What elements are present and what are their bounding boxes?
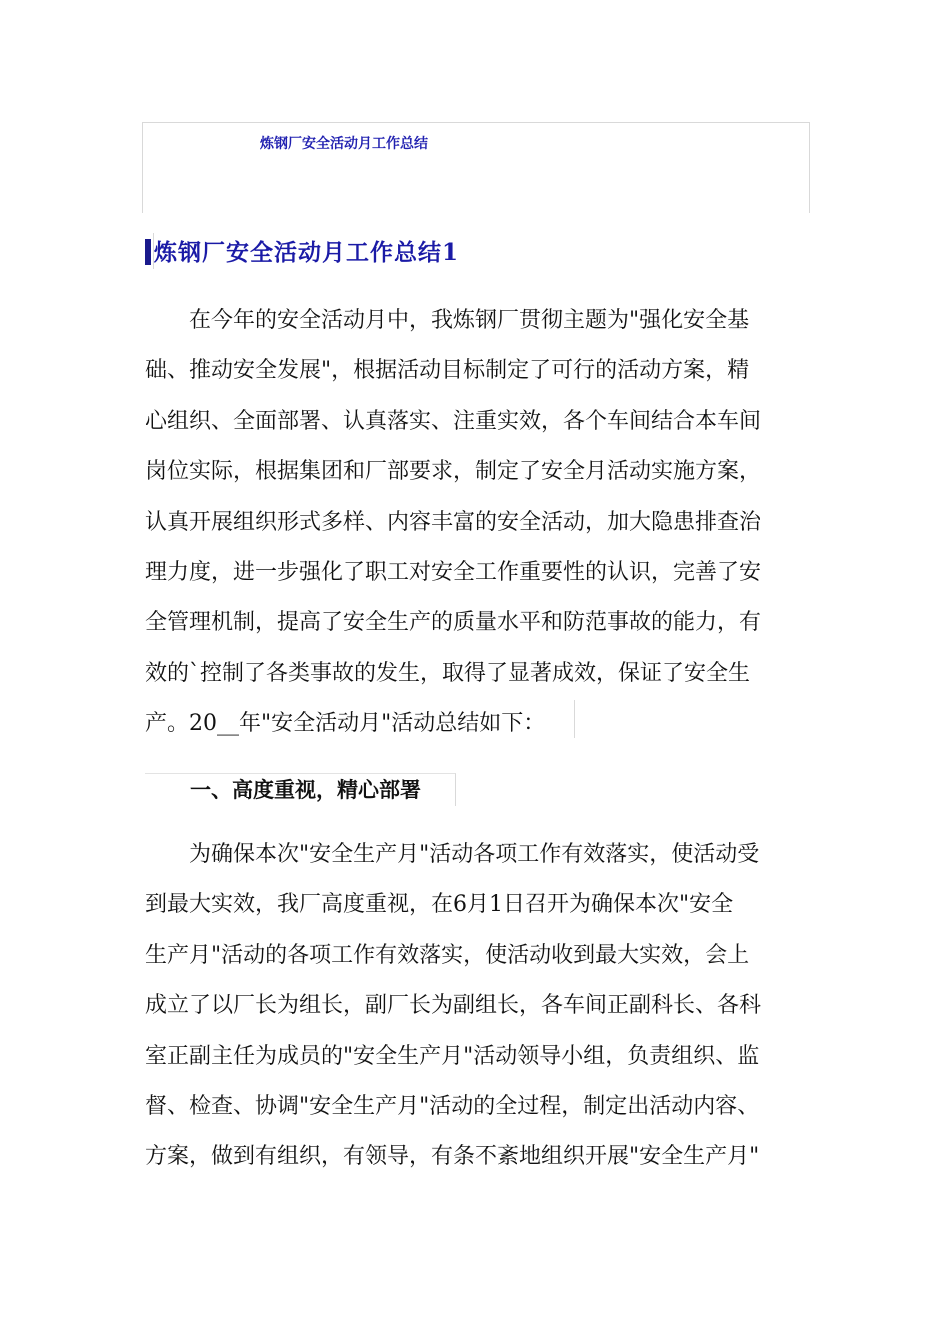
header-title: 炼钢厂安全活动月工作总结: [260, 136, 428, 152]
paragraph-line: 全管理机制，提高了安全生产的质量水平和防范事故的能力，有: [145, 610, 762, 636]
paragraph-line: 为确保本次"安全生产月"活动各项工作有效落实，使活动受: [145, 842, 760, 867]
paragraph-line: 室正副主任为成员的"安全生产月"活动领导小组，负责组织、监: [145, 1043, 760, 1069]
paragraph-line: 督、检查、协调"安全生产月"活动的全过程，制定出活动内容、: [145, 1093, 760, 1119]
paragraph-line: 在今年的安全活动月中，我炼钢厂贯彻主题为"强化安全基: [145, 308, 750, 333]
paragraph-intro: [145, 296, 815, 750]
paragraph-line: 心组织、全面部署、认真落实、注重实效，各个车间结合本车间: [145, 408, 762, 434]
paragraph-line: 生产月"活动的各项工作有效落实，使活动收到最大实效，会上: [145, 942, 750, 968]
paragraph-line: 础、推动安全发展"，根据活动目标制定了可行的活动方案，精: [145, 358, 750, 384]
paragraph-line: 方案，做到有组织，有领导，有条不紊地组织开展"安全生产月": [145, 1144, 760, 1170]
paragraph-line: 效的`控制了各类事故的发生，取得了显著成效，保证了安全生: [145, 660, 751, 686]
paragraph-section1: [145, 830, 815, 1183]
paragraph-line: 岗位实际，根据集团和厂部要求，制定了安全月活动实施方案，: [145, 459, 762, 485]
paragraph-line: 理力度，进一步强化了职工对安全工作重要性的认识，完善了安: [145, 559, 762, 585]
paragraph-line: 认真开展组织形式多样、内容丰富的安全活动，加大隐患排查治: [145, 509, 762, 535]
heading-marker-bar: [145, 239, 151, 265]
section-heading: 一、高度重视，精心部署: [190, 777, 421, 802]
document-heading: 炼钢厂安全活动月工作总结1: [154, 239, 460, 266]
paragraph-line: 成立了以厂长为组长，副厂长为副组长，各车间正副科长、各科: [145, 993, 762, 1019]
paragraph-line: 产。20__年"安全活动月"活动总结如下：: [145, 711, 546, 737]
section-heading-block: [145, 773, 456, 806]
paragraph-end-rule: [574, 700, 575, 738]
paragraph-line: 到最大实效，我厂高度重视，在6月1日召开为确保本次"安全: [145, 892, 734, 918]
page-header-box: [142, 122, 810, 213]
document-heading-block: [145, 233, 460, 269]
